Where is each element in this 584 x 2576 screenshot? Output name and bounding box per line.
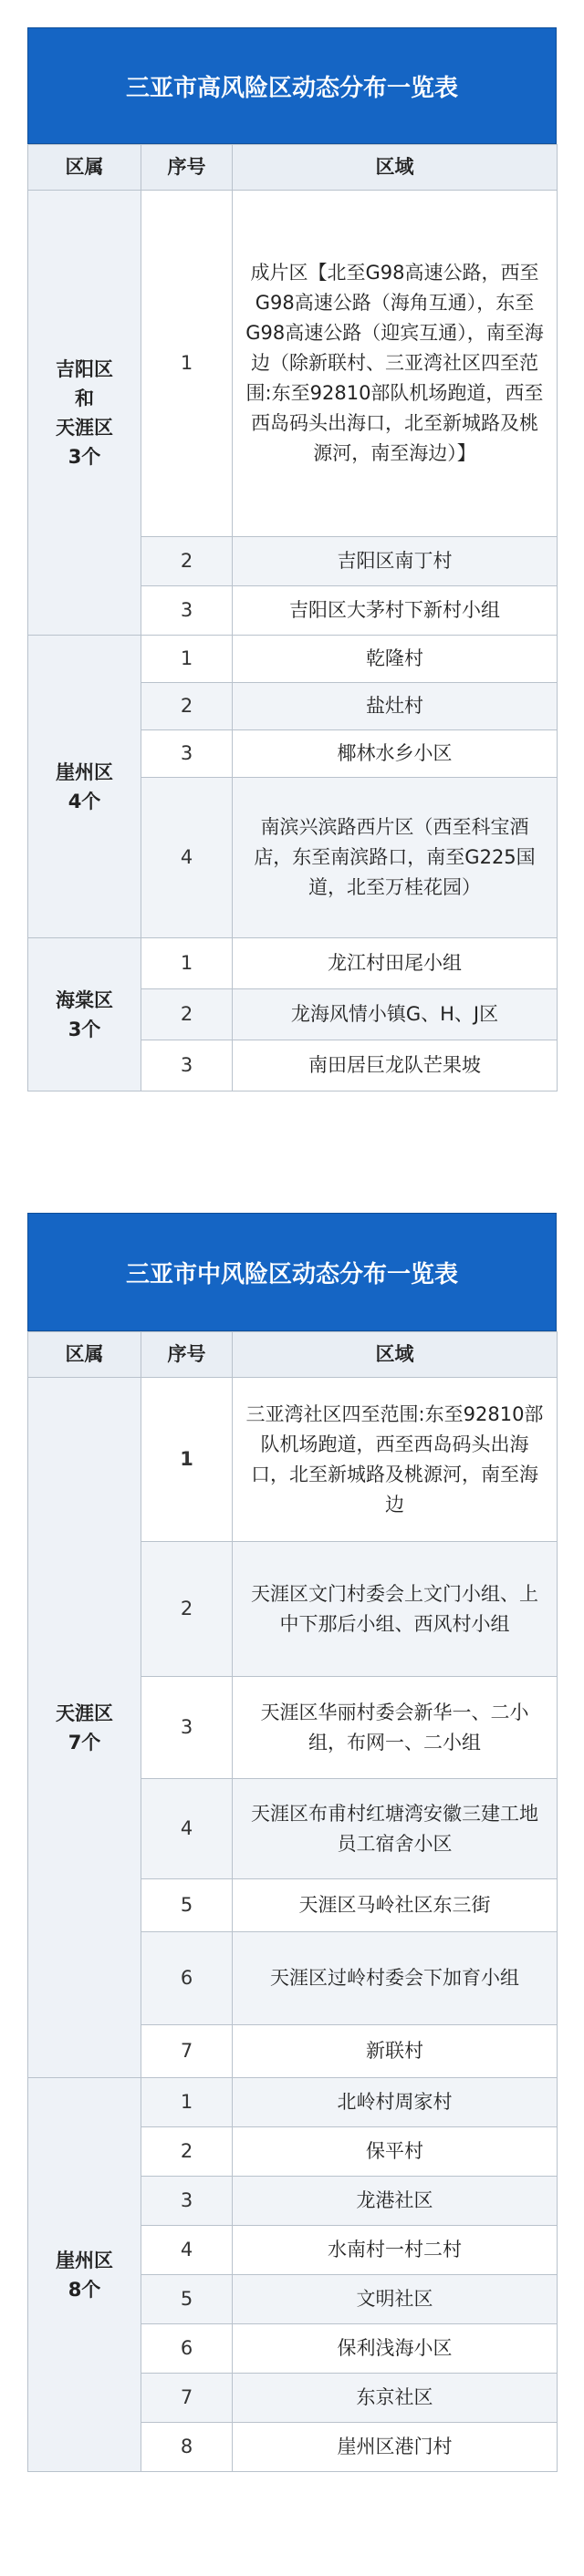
area-cell: 北岭村周家村 <box>233 2078 558 2127</box>
row-number: 4 <box>141 2226 233 2275</box>
row-number: 1 <box>141 938 233 989</box>
area-cell: 天涯区布甫村红塘湾安徽三建工地员工宿舍小区 <box>233 1779 558 1879</box>
medium-risk-title: 三亚市中风险区动态分布一览表 <box>27 1213 557 1331</box>
table-row <box>28 1378 558 1542</box>
area-cell: 吉阳区南丁村 <box>233 537 558 586</box>
row-number: 1 <box>141 2078 233 2127</box>
area-cell: 三亚湾社区四至范围:东至92810部队机场跑道，西至西岛码头出海口，北至新城路及桃源河，南至海边 <box>233 1378 558 1542</box>
district-cell: 天涯区 7个 <box>28 1378 141 2078</box>
table-row <box>28 938 558 989</box>
header-area: 区域 <box>233 145 558 191</box>
header-row <box>28 145 558 191</box>
row-number: 3 <box>141 1677 233 1779</box>
area-cell: 吉阳区大茅村下新村小组 <box>233 586 558 636</box>
row-number: 6 <box>141 2324 233 2374</box>
high-risk-grid <box>27 144 558 1091</box>
row-number: 3 <box>141 2177 233 2226</box>
area-cell: 文明社区 <box>233 2275 558 2324</box>
row-number: 2 <box>141 2127 233 2177</box>
row-number: 2 <box>141 683 233 730</box>
row-number: 2 <box>141 1542 233 1677</box>
row-number: 2 <box>141 989 233 1040</box>
row-number: 5 <box>141 1879 233 1932</box>
medium-risk-grid <box>27 1331 558 2472</box>
area-cell: 龙海风情小镇G、H、J区 <box>233 989 558 1040</box>
high-risk-title: 三亚市高风险区动态分布一览表 <box>27 27 557 144</box>
area-cell: 盐灶村 <box>233 683 558 730</box>
area-cell: 保利浅海小区 <box>233 2324 558 2374</box>
header-num: 序号 <box>141 145 233 191</box>
row-number: 6 <box>141 1932 233 2025</box>
area-cell: 龙江村田尾小组 <box>233 938 558 989</box>
table-row <box>28 2078 558 2127</box>
header-district: 区属 <box>28 145 141 191</box>
row-number: 8 <box>141 2423 233 2472</box>
area-cell: 椰林水乡小区 <box>233 730 558 778</box>
row-number: 3 <box>141 586 233 636</box>
district-cell: 海棠区 3个 <box>28 938 141 1091</box>
district-cell: 吉阳区 和 天涯区 3个 <box>28 191 141 636</box>
district-cell: 崖州区 4个 <box>28 636 141 938</box>
area-cell: 南田居巨龙队芒果坡 <box>233 1040 558 1091</box>
area-cell: 乾隆村 <box>233 636 558 683</box>
row-number: 7 <box>141 2025 233 2078</box>
area-cell: 新联村 <box>233 2025 558 2078</box>
area-cell: 天涯区过岭村委会下加育小组 <box>233 1932 558 2025</box>
district-cell: 崖州区 8个 <box>28 2078 141 2472</box>
area-cell: 保平村 <box>233 2127 558 2177</box>
header-district: 区属 <box>28 1332 141 1378</box>
area-cell: 崖州区港门村 <box>233 2423 558 2472</box>
area-cell: 成片区【北至G98高速公路，西至G98高速公路（海角互通），东至G98高速公路（迎宾互通），南至海边（除新联村、三亚湾社区四至范围:东至92810部队机场跑道，西至西岛码头出海口，北至新城路及桃源河，南至海边）】 <box>233 191 558 537</box>
area-cell: 天涯区马岭社区东三街 <box>233 1879 558 1932</box>
row-number: 1 <box>141 191 233 537</box>
high-risk-table <box>27 27 557 1091</box>
row-number: 7 <box>141 2374 233 2423</box>
table-row <box>28 636 558 683</box>
row-number: 3 <box>141 1040 233 1091</box>
medium-risk-table <box>27 1213 557 2472</box>
area-cell: 水南村一村二村 <box>233 2226 558 2275</box>
header-area: 区域 <box>233 1332 558 1378</box>
row-number: 4 <box>141 1779 233 1879</box>
table-row <box>28 191 558 537</box>
header-num: 序号 <box>141 1332 233 1378</box>
row-number: 5 <box>141 2275 233 2324</box>
row-number: 1 <box>141 636 233 683</box>
area-cell: 天涯区华丽村委会新华一、二小组，布网一、二小组 <box>233 1677 558 1779</box>
row-number: 2 <box>141 537 233 586</box>
area-cell: 龙港社区 <box>233 2177 558 2226</box>
row-number: 3 <box>141 730 233 778</box>
area-cell: 东京社区 <box>233 2374 558 2423</box>
area-cell: 南滨兴滨路西片区（西至科宝酒店，东至南滨路口，南至G225国道，北至万桂花园） <box>233 778 558 938</box>
row-number: 1 <box>141 1378 233 1542</box>
header-row <box>28 1332 558 1378</box>
area-cell: 天涯区文门村委会上文门小组、上中下那后小组、西风村小组 <box>233 1542 558 1677</box>
row-number: 4 <box>141 778 233 938</box>
